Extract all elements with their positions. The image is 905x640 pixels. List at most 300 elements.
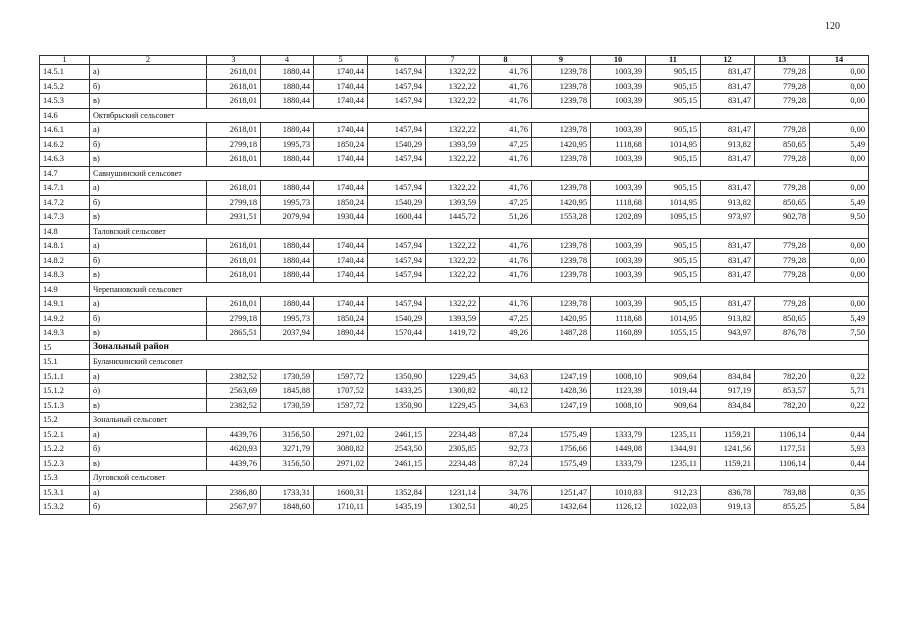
value-cell: 1350,90	[368, 398, 426, 413]
row-code: 15.3.2	[40, 500, 90, 515]
value-cell: 1239,78	[532, 297, 591, 312]
value-cell: 1457,94	[368, 123, 426, 138]
value-cell: 1570,44	[368, 326, 426, 341]
value-cell: 1160,89	[591, 326, 646, 341]
value-cell: 1756,66	[532, 442, 591, 457]
row-variant: ó)	[90, 384, 207, 399]
value-cell: 7,50	[810, 326, 869, 341]
value-cell: 1003,39	[591, 94, 646, 109]
value-cell: 2618,01	[207, 181, 261, 196]
value-cell: 1457,94	[368, 239, 426, 254]
value-cell: 905,15	[646, 253, 701, 268]
value-cell: 1235,11	[646, 427, 701, 442]
value-cell: 1597,72	[314, 369, 368, 384]
value-cell: 1300,82	[426, 384, 480, 399]
value-cell: 2618,01	[207, 94, 261, 109]
value-cell: 2618,01	[207, 65, 261, 80]
value-cell: 2382,52	[207, 369, 261, 384]
value-cell: 2234,48	[426, 427, 480, 442]
value-cell: 2037,94	[261, 326, 314, 341]
value-cell: 34,63	[480, 398, 532, 413]
value-cell: 0,00	[810, 94, 869, 109]
row-code: 14.6.1	[40, 123, 90, 138]
value-cell: 0,35	[810, 485, 869, 500]
value-cell: 1457,94	[368, 297, 426, 312]
value-cell: 1333,79	[591, 456, 646, 471]
value-cell: 905,15	[646, 181, 701, 196]
section-name: Савнушинский сельсовет	[90, 166, 869, 181]
value-cell: 1420,95	[532, 195, 591, 210]
value-cell: 1322,22	[426, 181, 480, 196]
value-cell: 0,00	[810, 181, 869, 196]
value-cell: 1730,59	[261, 369, 314, 384]
header-cell: 1	[40, 56, 90, 65]
row-variant: б)	[90, 195, 207, 210]
table-row	[40, 326, 869, 341]
value-cell: 9,50	[810, 210, 869, 225]
value-cell: 831,47	[701, 297, 755, 312]
value-cell: 41,76	[480, 297, 532, 312]
value-cell: 1740,44	[314, 152, 368, 167]
value-cell: 1740,44	[314, 94, 368, 109]
row-variant: в)	[90, 210, 207, 225]
value-cell: 1008,10	[591, 369, 646, 384]
value-cell: 1014,95	[646, 195, 701, 210]
value-cell: 2971,02	[314, 456, 368, 471]
value-cell: 1239,78	[532, 239, 591, 254]
section-code: 15	[40, 340, 90, 355]
value-cell: 4439,76	[207, 456, 261, 471]
row-code: 14.8.1	[40, 239, 90, 254]
value-cell: 831,47	[701, 239, 755, 254]
header-cell: 4	[261, 56, 314, 65]
value-cell: 1322,22	[426, 152, 480, 167]
value-cell: 1575,49	[532, 456, 591, 471]
value-cell: 1003,39	[591, 253, 646, 268]
value-cell: 0,44	[810, 456, 869, 471]
value-cell: 1457,94	[368, 152, 426, 167]
value-cell: 1880,44	[261, 297, 314, 312]
value-cell: 1177,51	[755, 442, 810, 457]
row-code: 14.5.1	[40, 65, 90, 80]
value-cell: 1457,94	[368, 268, 426, 283]
section-code: 15.2	[40, 413, 90, 428]
value-cell: 831,47	[701, 79, 755, 94]
value-cell: 779,28	[755, 94, 810, 109]
value-cell: 41,76	[480, 123, 532, 138]
value-cell: 779,28	[755, 65, 810, 80]
row-code: 15.3.1	[40, 485, 90, 500]
table-row	[40, 137, 869, 152]
row-variant: б)	[90, 253, 207, 268]
section-row	[40, 413, 869, 428]
value-cell: 5,84	[810, 500, 869, 515]
value-cell: 855,25	[755, 500, 810, 515]
value-cell: 41,76	[480, 79, 532, 94]
value-cell: 831,47	[701, 253, 755, 268]
header-cell: 7	[426, 56, 480, 65]
row-code: 15.2.3	[40, 456, 90, 471]
value-cell: 0,00	[810, 268, 869, 283]
value-cell: 913,82	[701, 195, 755, 210]
value-cell: 5,49	[810, 311, 869, 326]
value-cell: 1239,78	[532, 152, 591, 167]
row-variant: в)	[90, 398, 207, 413]
table-row	[40, 427, 869, 442]
row-code: 14.7.2	[40, 195, 90, 210]
value-cell: 1995,73	[261, 195, 314, 210]
value-cell: 831,47	[701, 94, 755, 109]
row-variant: в)	[90, 268, 207, 283]
value-cell: 1457,94	[368, 253, 426, 268]
value-cell: 1880,44	[261, 152, 314, 167]
value-cell: 5,49	[810, 137, 869, 152]
header-cell: 2	[90, 56, 207, 65]
section-row	[40, 355, 869, 370]
value-cell: 41,76	[480, 65, 532, 80]
value-cell: 2563,69	[207, 384, 261, 399]
value-cell: 0,00	[810, 239, 869, 254]
table-row	[40, 485, 869, 500]
value-cell: 47,25	[480, 311, 532, 326]
value-cell: 2618,01	[207, 297, 261, 312]
value-cell: 1880,44	[261, 181, 314, 196]
value-cell: 909,64	[646, 398, 701, 413]
value-cell: 5,71	[810, 384, 869, 399]
section-name: Черепановский сельсовет	[90, 282, 869, 297]
value-cell: 2971,02	[314, 427, 368, 442]
value-cell: 779,28	[755, 253, 810, 268]
value-cell: 905,15	[646, 79, 701, 94]
value-cell: 1710,11	[314, 500, 368, 515]
value-cell: 1003,39	[591, 268, 646, 283]
row-variant: а)	[90, 297, 207, 312]
row-variant: а)	[90, 485, 207, 500]
value-cell: 1251,47	[532, 485, 591, 500]
table-row	[40, 79, 869, 94]
value-cell: 1095,15	[646, 210, 701, 225]
value-cell: 905,15	[646, 297, 701, 312]
value-cell: 51,26	[480, 210, 532, 225]
value-cell: 1322,22	[426, 239, 480, 254]
section-code: 14.9	[40, 282, 90, 297]
value-cell: 1733,31	[261, 485, 314, 500]
header-cell: 13	[755, 56, 810, 65]
row-variant: а)	[90, 181, 207, 196]
value-cell: 779,28	[755, 297, 810, 312]
value-cell: 1848,60	[261, 500, 314, 515]
value-cell: 1880,44	[261, 65, 314, 80]
value-cell: 3080,82	[314, 442, 368, 457]
value-cell: 1880,44	[261, 123, 314, 138]
value-cell: 2799,18	[207, 137, 261, 152]
value-cell: 87,24	[480, 427, 532, 442]
value-cell: 0,00	[810, 297, 869, 312]
value-cell: 1845,88	[261, 384, 314, 399]
value-cell: 1432,64	[532, 500, 591, 515]
table-row	[40, 398, 869, 413]
value-cell: 1850,24	[314, 311, 368, 326]
table-row	[40, 94, 869, 109]
value-cell: 2618,01	[207, 79, 261, 94]
section-name: Луговской сельсовет	[90, 471, 869, 486]
row-code: 14.6.2	[40, 137, 90, 152]
value-cell: 853,57	[755, 384, 810, 399]
section-name: Таловский сельсовет	[90, 224, 869, 239]
tariff-table	[39, 55, 869, 515]
row-code: 15.1.2	[40, 384, 90, 399]
value-cell: 1247,19	[532, 398, 591, 413]
value-cell: 1995,73	[261, 137, 314, 152]
value-cell: 1880,44	[261, 79, 314, 94]
value-cell: 1880,44	[261, 94, 314, 109]
value-cell: 1428,36	[532, 384, 591, 399]
section-code: 14.7	[40, 166, 90, 181]
value-cell: 779,28	[755, 268, 810, 283]
value-cell: 1202,89	[591, 210, 646, 225]
value-cell: 1239,78	[532, 181, 591, 196]
value-cell: 2618,01	[207, 268, 261, 283]
table-row	[40, 456, 869, 471]
value-cell: 1730,59	[261, 398, 314, 413]
value-cell: 2382,52	[207, 398, 261, 413]
value-cell: 1457,94	[368, 94, 426, 109]
value-cell: 1707,52	[314, 384, 368, 399]
value-cell: 2543,50	[368, 442, 426, 457]
row-code: 14.9.3	[40, 326, 90, 341]
value-cell: 1003,39	[591, 123, 646, 138]
value-cell: 943,97	[701, 326, 755, 341]
value-cell: 1393,59	[426, 195, 480, 210]
value-cell: 1575,49	[532, 427, 591, 442]
value-cell: 1540,29	[368, 311, 426, 326]
value-cell: 1880,44	[261, 253, 314, 268]
value-cell: 1241,56	[701, 442, 755, 457]
header-cell: 9	[532, 56, 591, 65]
value-cell: 47,25	[480, 195, 532, 210]
row-code: 14.8.2	[40, 253, 90, 268]
table-row	[40, 311, 869, 326]
value-cell: 1159,21	[701, 456, 755, 471]
section-row	[40, 471, 869, 486]
section-row	[40, 108, 869, 123]
value-cell: 1597,72	[314, 398, 368, 413]
row-variant: в)	[90, 94, 207, 109]
value-cell: 831,47	[701, 268, 755, 283]
value-cell: 1106,14	[755, 456, 810, 471]
value-cell: 1322,22	[426, 253, 480, 268]
value-cell: 2799,18	[207, 195, 261, 210]
value-cell: 1433,25	[368, 384, 426, 399]
table-row	[40, 442, 869, 457]
value-cell: 834,84	[701, 369, 755, 384]
header-cell: 8	[480, 56, 532, 65]
value-cell: 1930,44	[314, 210, 368, 225]
value-cell: 2461,15	[368, 456, 426, 471]
value-cell: 2079,94	[261, 210, 314, 225]
section-code: 14.8	[40, 224, 90, 239]
value-cell: 919,13	[701, 500, 755, 515]
table-row	[40, 195, 869, 210]
row-variant: а)	[90, 427, 207, 442]
value-cell: 2618,01	[207, 152, 261, 167]
value-cell: 905,15	[646, 152, 701, 167]
value-cell: 1118,68	[591, 195, 646, 210]
value-cell: 1126,12	[591, 500, 646, 515]
value-cell: 1322,22	[426, 297, 480, 312]
value-cell: 1123,39	[591, 384, 646, 399]
value-cell: 1003,39	[591, 239, 646, 254]
value-cell: 34,63	[480, 369, 532, 384]
value-cell: 2305,85	[426, 442, 480, 457]
value-cell: 905,15	[646, 94, 701, 109]
value-cell: 1322,22	[426, 65, 480, 80]
value-cell: 2386,80	[207, 485, 261, 500]
value-cell: 40,12	[480, 384, 532, 399]
value-cell: 1239,78	[532, 123, 591, 138]
row-code: 14.8.3	[40, 268, 90, 283]
section-code: 15.3	[40, 471, 90, 486]
value-cell: 905,15	[646, 123, 701, 138]
header-cell: 12	[701, 56, 755, 65]
value-cell: 1118,68	[591, 311, 646, 326]
value-cell: 831,47	[701, 65, 755, 80]
value-cell: 4620,93	[207, 442, 261, 457]
value-cell: 1553,28	[532, 210, 591, 225]
row-code: 15.2.2	[40, 442, 90, 457]
value-cell: 41,76	[480, 239, 532, 254]
value-cell: 49,26	[480, 326, 532, 341]
value-cell: 905,15	[646, 268, 701, 283]
row-code: 15.2.1	[40, 427, 90, 442]
section-row	[40, 166, 869, 181]
header-cell: 11	[646, 56, 701, 65]
value-cell: 1322,22	[426, 94, 480, 109]
value-cell: 2618,01	[207, 253, 261, 268]
value-cell: 1995,73	[261, 311, 314, 326]
section-row	[40, 340, 869, 355]
value-cell: 0,00	[810, 253, 869, 268]
value-cell: 1014,95	[646, 311, 701, 326]
section-name: Зональный район	[90, 340, 869, 355]
value-cell: 1014,95	[646, 137, 701, 152]
row-variant: а)	[90, 123, 207, 138]
value-cell: 2234,48	[426, 456, 480, 471]
row-variant: б)	[90, 311, 207, 326]
value-cell: 1740,44	[314, 268, 368, 283]
value-cell: 41,76	[480, 181, 532, 196]
value-cell: 0,44	[810, 427, 869, 442]
value-cell: 834,84	[701, 398, 755, 413]
value-cell: 1487,28	[532, 326, 591, 341]
value-cell: 1344,91	[646, 442, 701, 457]
header-cell: 3	[207, 56, 261, 65]
row-code: 14.5.2	[40, 79, 90, 94]
value-cell: 1740,44	[314, 123, 368, 138]
value-cell: 87,24	[480, 456, 532, 471]
value-cell: 1740,44	[314, 79, 368, 94]
value-cell: 1229,45	[426, 369, 480, 384]
value-cell: 41,76	[480, 268, 532, 283]
value-cell: 2618,01	[207, 239, 261, 254]
table-row	[40, 210, 869, 225]
value-cell: 1540,29	[368, 137, 426, 152]
value-cell: 850,65	[755, 195, 810, 210]
header-row	[40, 56, 869, 65]
row-code: 14.7.1	[40, 181, 90, 196]
value-cell: 92,73	[480, 442, 532, 457]
value-cell: 1540,29	[368, 195, 426, 210]
section-name: Зональный сельсовет	[90, 413, 869, 428]
row-code: 14.5.3	[40, 94, 90, 109]
value-cell: 831,47	[701, 123, 755, 138]
value-cell: 1322,22	[426, 268, 480, 283]
value-cell: 779,28	[755, 79, 810, 94]
value-cell: 1247,19	[532, 369, 591, 384]
value-cell: 973,97	[701, 210, 755, 225]
value-cell: 876,78	[755, 326, 810, 341]
value-cell: 783,88	[755, 485, 810, 500]
value-cell: 1010,83	[591, 485, 646, 500]
value-cell: 5,49	[810, 195, 869, 210]
value-cell: 1420,95	[532, 137, 591, 152]
value-cell: 0,22	[810, 398, 869, 413]
value-cell: 1003,39	[591, 297, 646, 312]
row-variant: б)	[90, 79, 207, 94]
header-cell: 14	[810, 56, 869, 65]
value-cell: 1235,11	[646, 456, 701, 471]
table-row	[40, 297, 869, 312]
value-cell: 1393,59	[426, 311, 480, 326]
value-cell: 5,93	[810, 442, 869, 457]
value-cell: 3156,50	[261, 427, 314, 442]
value-cell: 1008,10	[591, 398, 646, 413]
value-cell: 1419,72	[426, 326, 480, 341]
table-row	[40, 253, 869, 268]
value-cell: 913,82	[701, 137, 755, 152]
row-variant: в)	[90, 152, 207, 167]
value-cell: 1457,94	[368, 79, 426, 94]
value-cell: 1740,44	[314, 65, 368, 80]
value-cell: 1850,24	[314, 195, 368, 210]
section-name: Октябрьский сельсовет	[90, 108, 869, 123]
value-cell: 917,19	[701, 384, 755, 399]
value-cell: 1239,78	[532, 253, 591, 268]
value-cell: 3156,50	[261, 456, 314, 471]
value-cell: 1333,79	[591, 427, 646, 442]
value-cell: 1457,94	[368, 65, 426, 80]
row-variant: в)	[90, 326, 207, 341]
value-cell: 1850,24	[314, 137, 368, 152]
row-variant: в)	[90, 456, 207, 471]
value-cell: 2461,15	[368, 427, 426, 442]
value-cell: 1231,14	[426, 485, 480, 500]
row-variant: а)	[90, 65, 207, 80]
value-cell: 1118,68	[591, 137, 646, 152]
page-number: 120	[825, 21, 840, 32]
value-cell: 1239,78	[532, 79, 591, 94]
row-variant: а)	[90, 369, 207, 384]
value-cell: 912,23	[646, 485, 701, 500]
value-cell: 41,76	[480, 253, 532, 268]
table-row	[40, 500, 869, 515]
value-cell: 41,76	[480, 94, 532, 109]
value-cell: 779,28	[755, 239, 810, 254]
value-cell: 782,20	[755, 398, 810, 413]
row-code: 14.6.3	[40, 152, 90, 167]
value-cell: 1740,44	[314, 253, 368, 268]
value-cell: 47,25	[480, 137, 532, 152]
